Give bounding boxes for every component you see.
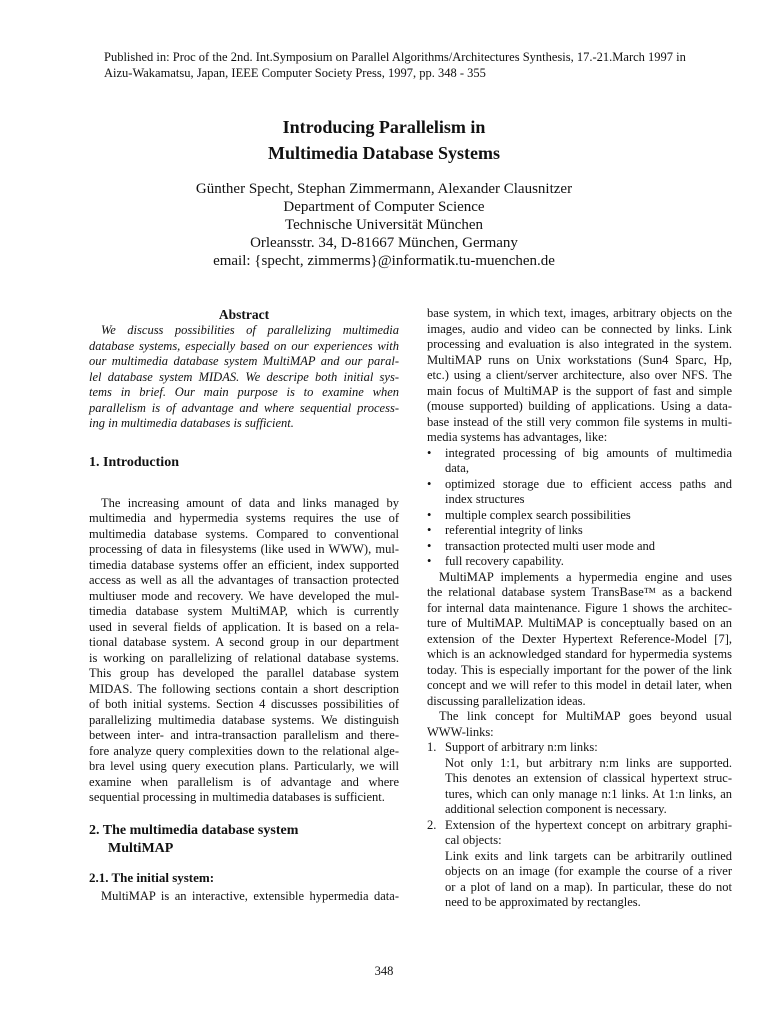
right-line: the relational database system TransBase™ as a backend [427, 585, 732, 599]
intro-line: This group has developed the parallel database system [89, 666, 399, 680]
right-para-3 [427, 709, 732, 740]
bullet-icon: • [427, 554, 432, 568]
numbered-item-line: Link exits and link targets can be arbitrarily outlined [445, 848, 732, 863]
right-line: WWW-links: [427, 724, 494, 739]
numbered-item-line: Extension of the hypertext concept on arbitrary graphi- [445, 817, 732, 832]
right-line: concept and we will refer to this model in detail later, when [427, 678, 732, 692]
list-item [427, 523, 732, 539]
list-item-text: full recovery capability. [445, 554, 564, 568]
section-heading-multimap [89, 822, 399, 858]
author-email: email: {specht, zimmerms}@informatik.tu-muenchen.de [213, 253, 555, 269]
right-line: media systems has advantages, like: [427, 430, 608, 444]
bullet-icon: • [427, 523, 432, 537]
list-item-text: referential integrity of links [445, 523, 583, 537]
right-column [427, 306, 732, 911]
right-line: (mouse supported) building of applications. Using a data- [427, 399, 732, 413]
right-line: ture of MultiMAP. MultiMAP is conceptually based on an [427, 616, 732, 630]
intro-line: processing of data in filesystems (like used in WWW), mul- [89, 542, 399, 556]
abstract-line: We discuss possibilities of parallelizing multimedia [101, 323, 399, 337]
section2-body [89, 889, 399, 905]
numbered-item-line: need to be approximated by rectangles. [445, 895, 641, 909]
abstract-heading: Abstract [218, 307, 270, 322]
intro-line: parallelizing multimedia database systems. We distinguish [89, 712, 399, 727]
title-line: Introducing Parallelism in [282, 117, 486, 137]
numbered-item [427, 818, 732, 911]
bullet-icon: • [427, 476, 432, 491]
right-line: which is an acknowledged standard for hypermedia systems [427, 647, 732, 661]
right-line: discussing parallelization ideas. [427, 693, 586, 708]
section2-heading-line: MultiMAP [108, 840, 174, 856]
right-line: base system, in which text, images, arbitrary objects on the [427, 306, 732, 320]
publication-note-line: Published in: Proc of the 2nd. Int.Symposium on Parallel Algorithms/Architectures Synthesis, 17.-21.March 1997 in [104, 50, 686, 64]
intro-line: of both initial systems. Section 4 discusses possibilities of [89, 697, 399, 711]
author-names: Günther Specht, Stephan Zimmermann, Alexander Clausnitzer [195, 181, 573, 197]
intro-line: The increasing amount of data and links managed by [101, 495, 399, 510]
abstract-line: ing in multimedia databases is sufficient. [89, 416, 294, 430]
bullet-icon: • [427, 507, 432, 522]
abstract-line: database systems, especially based on our experiences with [89, 338, 399, 353]
right-line: MultiMAP runs on Unix workstations (Sun4 Sparc, Hp, [427, 352, 732, 367]
abstract-body [89, 323, 399, 432]
intro-line: bra level using query execution plans. Particularly, we will [89, 759, 399, 773]
section2-heading-line: 2. The multimedia database system [89, 822, 299, 838]
list-item-text: integrated processing of big amounts of multimedia [445, 445, 732, 460]
right-line: base instead of the still very common file systems in multi- [427, 414, 732, 429]
intro-line: is working on parallelizing of relational database systems. [89, 650, 399, 665]
right-line: extension of the Dexter Hypertext Reference-Model [7], [427, 631, 732, 646]
introduction-body [89, 496, 399, 806]
page-number: 348 [374, 964, 394, 978]
author-address: Orleansstr. 34, D-81667 München, Germany [250, 235, 518, 251]
numbered-item-line: or a plot of land on a map). In particular, these do not [445, 879, 732, 894]
intro-line: multiuser mode and recovery. We have developed the mul- [89, 588, 399, 603]
list-item-text: multiple complex search possibilities [445, 507, 631, 522]
item-number: 2. [427, 817, 437, 832]
list-item-text: optimized storage due to efficient access paths and [445, 476, 732, 491]
intro-line: multimedia database systems. Compared to conventional [89, 526, 399, 541]
abstract-line: tems in brief. Our main purpose is to examine when [89, 385, 399, 399]
author-department: Department of Computer Science [283, 199, 485, 215]
list-item [427, 508, 732, 524]
section-heading-introduction: 1. Introduction [89, 454, 179, 470]
intro-line: examine when parallelism is of advantage and where [89, 774, 399, 789]
bullet-icon: • [427, 538, 432, 553]
right-line: The link concept for MultiMAP goes beyond usual [439, 709, 732, 723]
intro-line: tional database system. A second group in our department [89, 635, 399, 649]
paper-title [0, 114, 768, 166]
intro-line: between inter- and intra-transaction parallelism and there- [89, 728, 399, 742]
list-item-text: transaction protected multi user mode and [445, 538, 656, 553]
numbered-item [427, 740, 732, 818]
author-university: Technische Universität München [284, 217, 484, 233]
intro-line: access as well as all the advantages of transaction protected [89, 573, 399, 587]
list-item [427, 554, 732, 570]
publication-note-line: Aizu-Wakamatsu, Japan, IEEE Computer Society Press, 1997, pp. 348 - 355 [104, 66, 486, 80]
abstract-line: parallelism is of advantage and where sequential process- [89, 400, 399, 415]
item-number: 1. [427, 740, 437, 754]
numbered-item-line: tures, which can only manage n:1 links. At 1:n links, an [445, 786, 732, 801]
advantages-list [427, 446, 732, 570]
intro-line: timedia database systems offer an efficient, index supported [89, 557, 399, 572]
intro-line: fore analyze query complexities down to the relational alge- [89, 743, 399, 758]
list-item [427, 477, 732, 508]
list-item-text: data, [445, 461, 469, 475]
link-concept-list [427, 740, 732, 911]
right-para-1 [427, 306, 732, 446]
bullet-icon: • [427, 445, 432, 460]
intro-line: multimedia and hypermedia systems requires the use of [89, 511, 399, 525]
right-line: main focus of MultiMAP is the support of fast and simple [427, 383, 732, 398]
section2-line: MultiMAP is an interactive, extensible hypermedia data- [101, 888, 399, 903]
right-line: processing and evaluation is also integrated in the system. [427, 337, 732, 351]
right-line: images, audio and video can be connected by links. Link [427, 321, 732, 336]
right-para-2 [427, 570, 732, 710]
numbered-item-line: Support of arbitrary n:m links: [445, 740, 598, 754]
numbered-item-line: Not only 1:1, but arbitrary n:m links are supported. [445, 755, 732, 770]
right-line: today. This is especially important for the power of the link [427, 662, 732, 677]
list-item [427, 446, 732, 477]
numbered-item-line: additional selection component is necessary. [445, 802, 667, 816]
abstract-line: our multimedia database system MultiMAP and our paral- [89, 354, 399, 368]
list-item-text: index structures [445, 492, 525, 506]
abstract-line: lel database system MIDAS. We descripe both initial sys- [89, 369, 399, 384]
author-block [0, 180, 768, 270]
left-column [89, 306, 399, 904]
right-line: etc.) using a client/server architecture, also over NFS. The [427, 368, 732, 382]
right-line: for internal data maintenance. Figure 1 shows the architec- [427, 600, 732, 615]
list-item [427, 539, 732, 555]
intro-line: MIDAS. The following sections contain a short description [89, 681, 399, 696]
intro-line: sequential processing in multimedia databases is sufficient. [89, 790, 385, 804]
publication-note [104, 49, 724, 81]
numbered-item-line: This denotes an extension of classical hypertext struc- [445, 771, 732, 785]
numbered-item-line: objects on an image (for example the course of a river [445, 864, 732, 878]
numbered-item-line: cal objects: [445, 833, 502, 847]
right-line: MultiMAP implements a hypermedia engine and uses [439, 569, 732, 584]
intro-line: used in several fields of application. It is based on a rela- [89, 619, 399, 634]
intro-line: timedia database system MultiMAP, which is currently [89, 604, 399, 618]
title-line: Multimedia Database Systems [268, 143, 500, 163]
subsection-heading-initial-system: 2.1. The initial system: [89, 869, 215, 885]
